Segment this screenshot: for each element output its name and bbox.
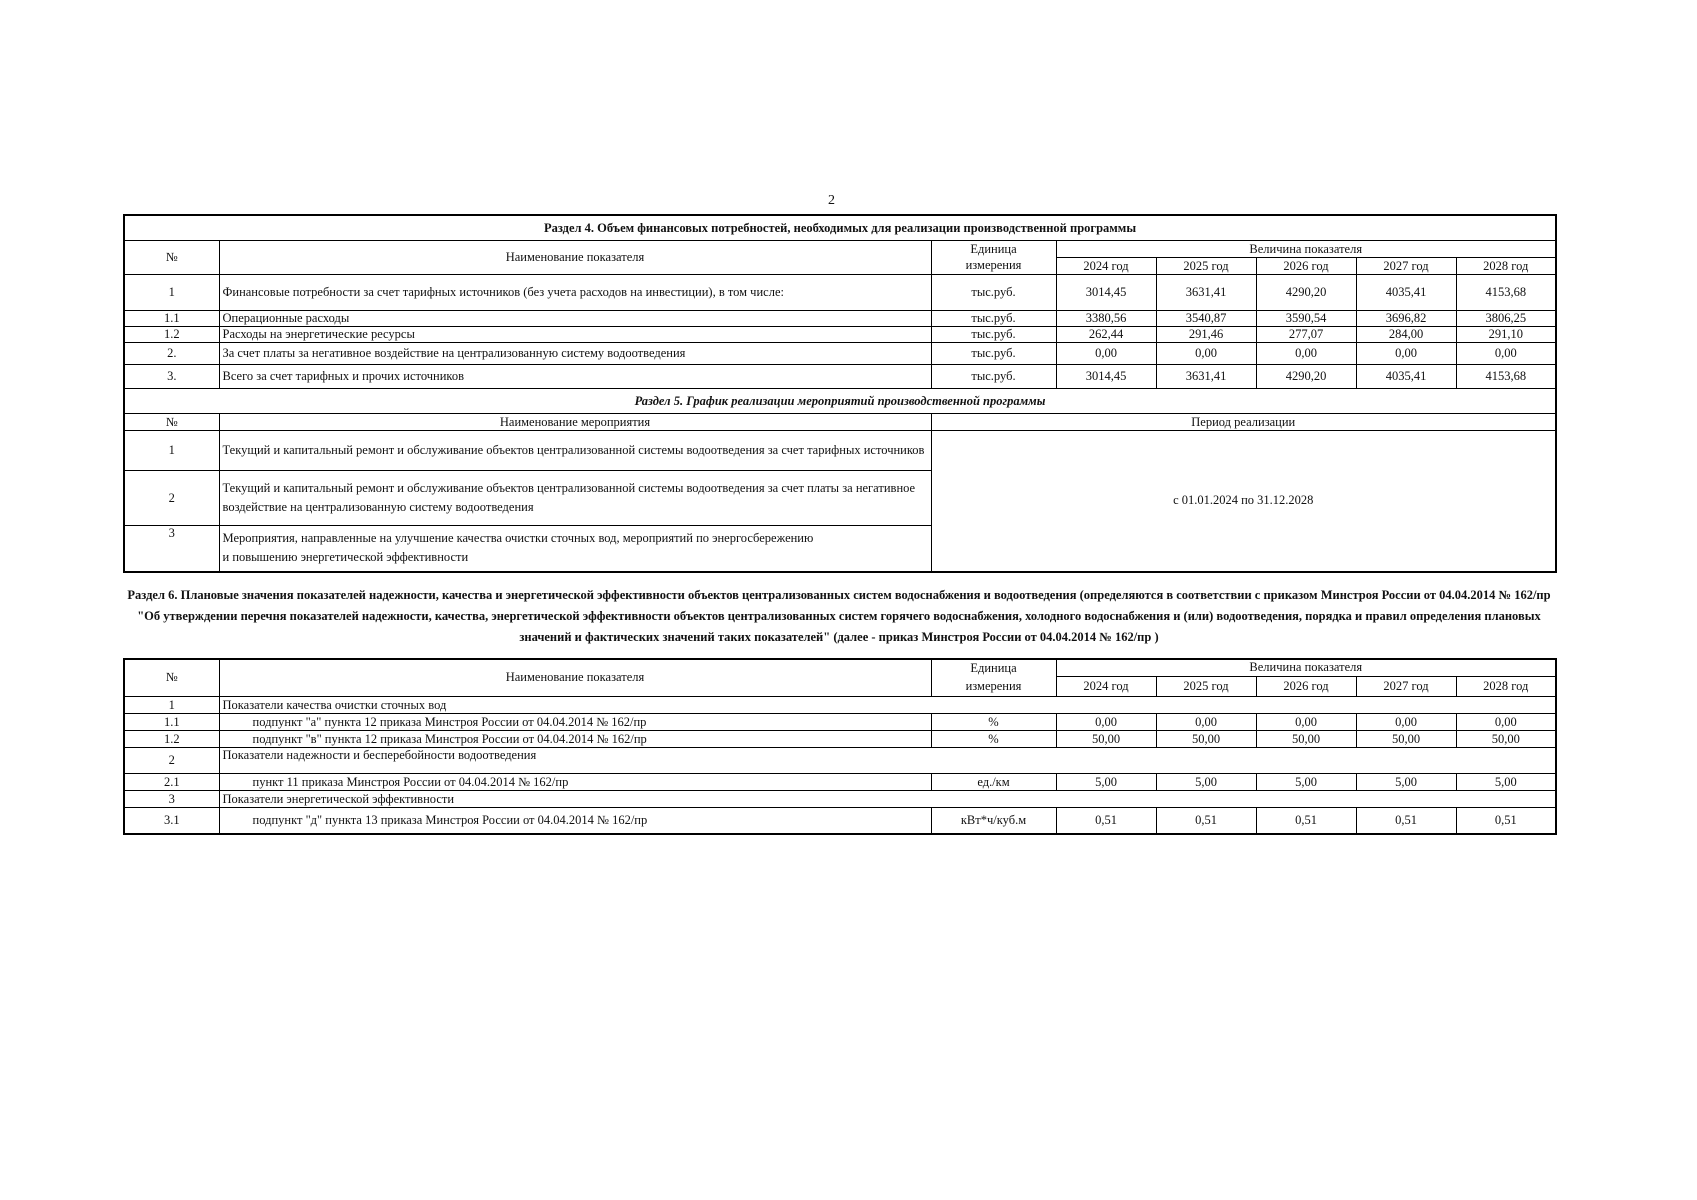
table-row: [124, 365, 1556, 389]
row-no: 3: [124, 791, 219, 808]
row-value: 4153,68: [1456, 275, 1556, 311]
section6-col-unit-2: измерения: [931, 677, 1056, 697]
section4-col-no: №: [124, 241, 219, 275]
row-value: 3014,45: [1056, 365, 1156, 389]
row-value: 50,00: [1456, 731, 1556, 748]
row-value: 4035,41: [1356, 365, 1456, 389]
row-value: 3590,54: [1256, 311, 1356, 327]
row-value: 50,00: [1056, 731, 1156, 748]
row-value: 3380,56: [1056, 311, 1156, 327]
row-unit: %: [931, 731, 1056, 748]
row-unit: тыс.руб.: [931, 275, 1056, 311]
row-value: 0,51: [1256, 808, 1356, 834]
row-value: 50,00: [1256, 731, 1356, 748]
row-value: 0,00: [1256, 343, 1356, 365]
table-row: [124, 343, 1556, 365]
row-value: 0,51: [1456, 808, 1556, 834]
section4-year: 2025 год: [1156, 258, 1256, 275]
section6-col-value: Величина показателя: [1056, 659, 1556, 677]
group-row: [124, 748, 1556, 774]
section6-table: [123, 658, 1557, 835]
section4-col-unit-1: Единица: [931, 241, 1056, 258]
section5-col-no: №: [124, 414, 219, 431]
row-unit: кВт*ч/куб.м: [931, 808, 1056, 834]
row-no: 1.2: [124, 327, 219, 343]
row-value: 291,10: [1456, 327, 1556, 343]
row-no: 2: [124, 471, 219, 526]
row-name: пункт 11 приказа Минстроя России от 04.04.2014 № 162/пр: [219, 774, 931, 791]
group-name: Показатели качества очистки сточных вод: [219, 697, 1556, 714]
section6-year: 2027 год: [1356, 677, 1456, 697]
row-unit: тыс.руб.: [931, 311, 1056, 327]
row-unit: тыс.руб.: [931, 365, 1056, 389]
row-value: 4290,20: [1256, 365, 1356, 389]
row-value: 5,00: [1356, 774, 1456, 791]
row-value: 3696,82: [1356, 311, 1456, 327]
row-value: 0,00: [1456, 343, 1556, 365]
row-name: подпункт "д" пункта 13 приказа Минстроя России от 04.04.2014 № 162/пр: [219, 808, 931, 834]
row-no: 2: [124, 748, 219, 774]
table-row: [124, 774, 1556, 791]
row-no: 1: [124, 275, 219, 311]
section4-year: 2024 год: [1056, 258, 1156, 275]
section4-col-unit-2: измерения: [931, 258, 1056, 275]
row-name: За счет платы за негативное воздействие на централизованную систему водоотведения: [219, 343, 931, 365]
section6-year: 2028 год: [1456, 677, 1556, 697]
table-row: [124, 431, 1556, 471]
row-value: 277,07: [1256, 327, 1356, 343]
section6-year: 2026 год: [1256, 677, 1356, 697]
table-row: [124, 327, 1556, 343]
row-value: 0,00: [1256, 714, 1356, 731]
row-no: 3.: [124, 365, 219, 389]
row-name: Операционные расходы: [219, 311, 931, 327]
row-value: 291,46: [1156, 327, 1256, 343]
row-value: 3014,45: [1056, 275, 1156, 311]
row-no: 2.: [124, 343, 219, 365]
row-value: 0,51: [1056, 808, 1156, 834]
row-no: 1.2: [124, 731, 219, 748]
row-unit: тыс.руб.: [931, 327, 1056, 343]
section5-col-name: Наименование мероприятия: [219, 414, 931, 431]
row-name: подпункт "в" пункта 12 приказа Минстроя России от 04.04.2014 № 162/пр: [219, 731, 931, 748]
group-row: [124, 697, 1556, 714]
section4-title: Раздел 4. Объем финансовых потребностей, необходимых для реализации производственной программы: [124, 215, 1556, 241]
table-row: [124, 808, 1556, 834]
section6-title: Раздел 6. Плановые значения показателей надежности, качества и энергетической эффективности объектов централизованных систем водоснабжения и водоотведения (определяются в соответствии с приказом Минстроя России от 04.04.2014 № 162/пр "Об утверждении перечня показателей надежности, качества, энергетической эффективности объектов централизованных систем горячего водоснабжения, холодного водоснабжения и (или) водоотведения, порядка и правил определения плановых значений и фактических значений таких показателей" (далее - приказ Минстроя России от 04.04.2014 № 162/пр ): [127, 587, 1551, 644]
row-value: 0,00: [1156, 714, 1256, 731]
row-value: 5,00: [1056, 774, 1156, 791]
row-value: 0,00: [1056, 343, 1156, 365]
row-name: Финансовые потребности за счет тарифных источников (без учета расходов на инвестиции), в том числе:: [219, 275, 931, 311]
section4-year: 2027 год: [1356, 258, 1456, 275]
row-value: 0,00: [1356, 343, 1456, 365]
row-value: 3631,41: [1156, 365, 1256, 389]
row-no: 1.1: [124, 311, 219, 327]
section6-col-no: №: [124, 659, 219, 697]
table-row: [124, 714, 1556, 731]
row-value: 262,44: [1056, 327, 1156, 343]
row-value: 5,00: [1456, 774, 1556, 791]
section5-col-period: Период реализации: [931, 414, 1556, 431]
row-no: 3.1: [124, 808, 219, 834]
row-value: 0,00: [1056, 714, 1156, 731]
group-row: [124, 791, 1556, 808]
row-name: Текущий и капитальный ремонт и обслуживание объектов централизованной системы водоотведения за счет платы за негативное воздействие на централизованную систему водоотведения: [219, 471, 931, 526]
group-name: Показатели энергетической эффективности: [219, 791, 1556, 808]
row-name: Всего за счет тарифных и прочих источников: [219, 365, 931, 389]
row-value: 3540,87: [1156, 311, 1256, 327]
row-value: 50,00: [1356, 731, 1456, 748]
section6-col-name: Наименование показателя: [219, 659, 931, 697]
row-value: 284,00: [1356, 327, 1456, 343]
section4-5-table: [123, 214, 1557, 573]
row-no: 3: [124, 526, 219, 572]
row-name: Расходы на энергетические ресурсы: [219, 327, 931, 343]
row-value: 5,00: [1156, 774, 1256, 791]
row-value: 3631,41: [1156, 275, 1256, 311]
row-no: 2.1: [124, 774, 219, 791]
row-value: 0,51: [1156, 808, 1256, 834]
section4-col-value: Величина показателя: [1056, 241, 1556, 258]
section4-year: 2028 год: [1456, 258, 1556, 275]
section6-year: 2025 год: [1156, 677, 1256, 697]
row-value: 4290,20: [1256, 275, 1356, 311]
section6-year: 2024 год: [1056, 677, 1156, 697]
row-no: 1: [124, 697, 219, 714]
section4-year: 2026 год: [1256, 258, 1356, 275]
row-value: 0,51: [1356, 808, 1456, 834]
row-value: 5,00: [1256, 774, 1356, 791]
row-value: 50,00: [1156, 731, 1256, 748]
row-unit: %: [931, 714, 1056, 731]
row-no: 1: [124, 431, 219, 471]
section6-col-unit-1: Единица: [931, 659, 1056, 677]
row-name: Текущий и капитальный ремонт и обслуживание объектов централизованной системы водоотведения за счет тарифных источников: [219, 431, 931, 471]
section5-period: с 01.01.2024 по 31.12.2028: [931, 431, 1556, 572]
row-value: 4153,68: [1456, 365, 1556, 389]
row-unit: тыс.руб.: [931, 343, 1056, 365]
row-no: 1.1: [124, 714, 219, 731]
group-name: Показатели надежности и бесперебойности водоотведения: [219, 748, 1556, 774]
row-name: Мероприятия, направленные на улучшение качества очистки сточных вод, мероприятий по энергосбережению и повышению энергетической эффективности: [219, 526, 931, 572]
row-value: 4035,41: [1356, 275, 1456, 311]
section4-col-name: Наименование показателя: [219, 241, 931, 275]
row-value: 0,00: [1156, 343, 1256, 365]
table-row: [124, 275, 1556, 311]
row-value: 3806,25: [1456, 311, 1556, 327]
section5-title: Раздел 5. График реализации мероприятий производственной программы: [124, 389, 1556, 414]
document-body: [123, 214, 1555, 835]
row-name: подпункт "а" пункта 12 приказа Минстроя России от 04.04.2014 № 162/пр: [219, 714, 931, 731]
row-value: 0,00: [1456, 714, 1556, 731]
row-value: 0,00: [1356, 714, 1456, 731]
table-row: [124, 731, 1556, 748]
page-number: 2: [828, 193, 835, 208]
table-row: [124, 311, 1556, 327]
row-unit: ед./км: [931, 774, 1056, 791]
